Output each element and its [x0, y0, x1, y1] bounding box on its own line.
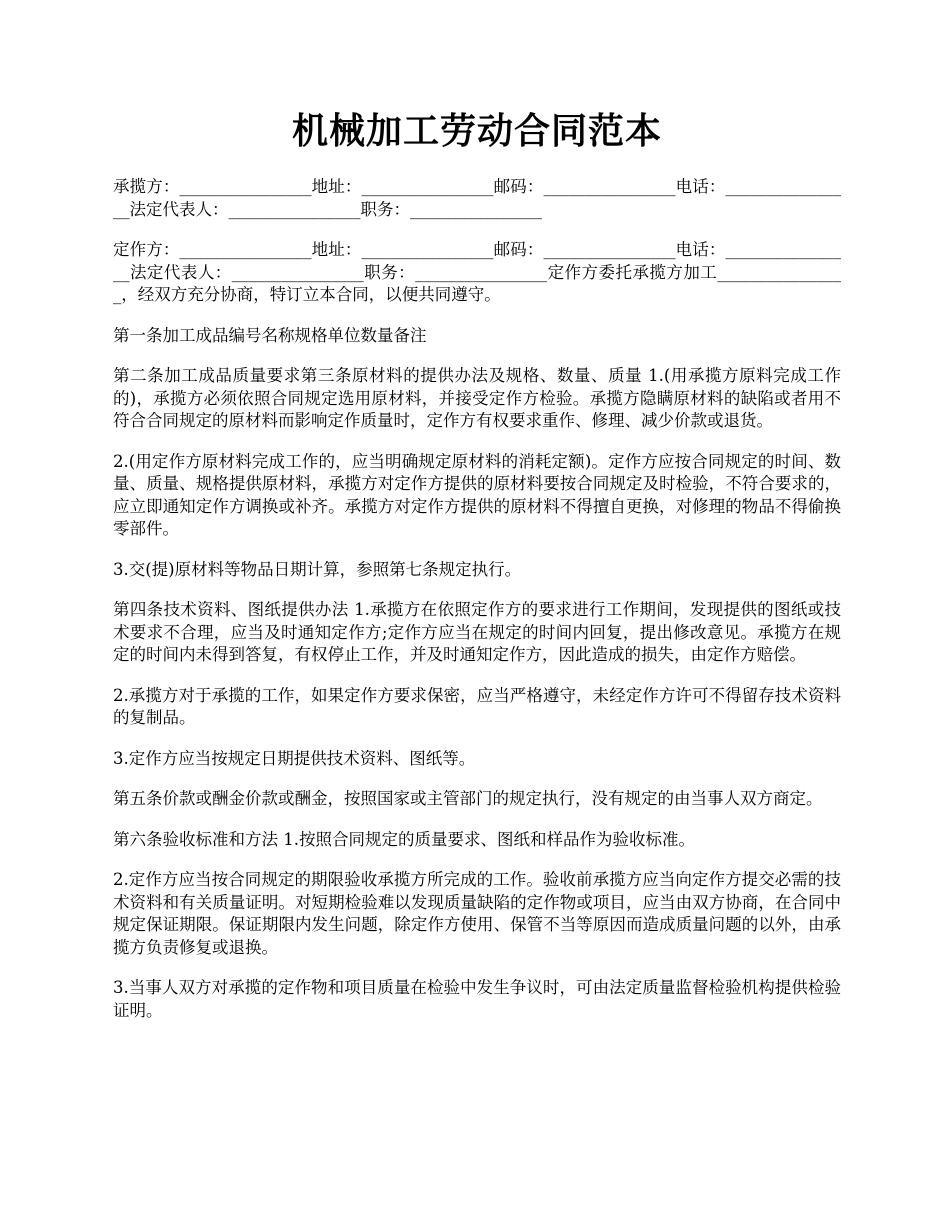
document-title: 机械加工劳动合同范本	[291, 110, 662, 152]
paragraph-contractor-info: 承揽方：________________地址：________________邮码：________________电话：________________法定代表人：________________职务：________________	[113, 177, 841, 219]
paragraph-client-info: 定作方：________________地址：________________邮码：________________电话：________________法定代表人：________________职务：________________定作方委托承揽方加工________________，经双方充分协商，特订立本合同，以便共同遵守。	[113, 240, 841, 304]
paragraph-article-3-item-3: 3.交(提)原材料等物品日期计算，参照第七条规定执行。	[113, 559, 522, 579]
paragraph-article-3-item-2: 2.(用定作方原材料完成工作的，应当明确规定原材料的消耗定额)。定作方应按合同规定的时间、数量、质量、规格提供原材料，承揽方对定作方提供的原材料要按合同规定及时检验，不符合要求的，应立即通知定作方调换或补齐。承揽方对定作方提供的原材料不得擅自更换，对修理的物品不得偷换零部件。	[113, 451, 841, 538]
paragraph-article-4-item-3: 3.定作方应当按规定日期提供技术资料、图纸等。	[113, 748, 476, 768]
paragraph-article-5: 第五条价款或酬金价款或酬金，按照国家或主管部门的规定执行，没有规定的由当事人双方商定。	[113, 789, 823, 808]
paragraph-article-2-3: 第二条加工成品质量要求第三条原材料的提供办法及规格、数量、质量 1.(用承揽方原料完成工作的)，承揽方必须依照合同规定选用原材料，并接受定作方检验。承揽方隐瞒原材料的缺陷或者用不符合合同规定的原材料而影响定作质量时，定作方有权要求重作、修理、减少价款或退货。	[113, 366, 841, 430]
paragraph-article-6-item-2: 2.定作方应当按合同规定的期限验收承揽方所完成的工作。验收前承揽方应当向定作方提交必需的技术资料和有关质量证明。对短期检验难以发现质量缺陷的定作物或项目，应当由双方协商，在合同中规定保证期限。保证期限内发生问题，除定作方使用、保管不当等原因而造成质量问题的以外，由承揽方负责修复或退换。	[113, 870, 841, 957]
paragraph-article-4: 第四条技术资料、图纸提供办法 1.承揽方在依照定作方的要求进行工作期间，发现提供的图纸或技术要求不合理，应当及时通知定作方;定作方应当在规定的时间内回复，提出修改意见。承揽方在规定的时间内未得到答复，有权停止工作，并及时通知定作方，因此造成的损失，由定作方赔偿。	[113, 600, 841, 664]
document-page	[113, 108, 841, 1040]
paragraph-article-1: 第一条加工成品编号名称规格单位数量备注	[113, 325, 427, 345]
paragraph-article-4-item-2: 2.承揽方对于承揽的工作，如果定作方要求保密，应当严格遵守，未经定作方许可不得留存技术资料的复制品。	[113, 685, 841, 727]
paragraph-article-6: 第六条验收标准和方法 1.按照合同规定的质量要求、图纸和样品作为验收标准。	[113, 829, 695, 849]
paragraph-article-6-item-3: 3.当事人双方对承揽的定作物和项目质量在检验中发生争议时，可由法定质量监督检验机构提供检验证明。	[113, 978, 841, 1020]
